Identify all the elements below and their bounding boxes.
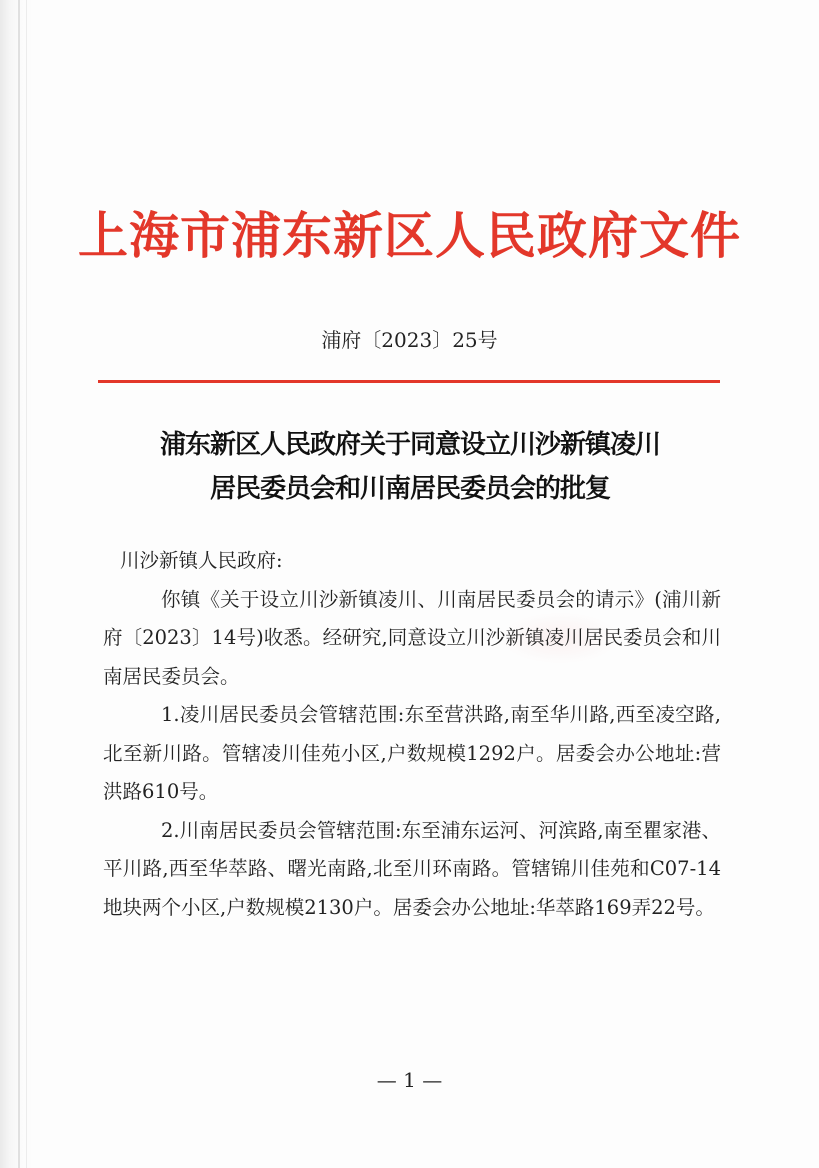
red-divider-line [98, 380, 720, 383]
document-title-line-1: 浦东新区人民政府关于同意设立川沙新镇凌川 [159, 430, 660, 460]
scan-edge-line-secondary [26, 0, 27, 1168]
scan-edge-shadow [0, 0, 34, 1168]
document-header-title: 上海市浦东新区人民政府文件 [78, 206, 741, 265]
document-title [100, 423, 720, 511]
body-paragraph: 2.川南居民委员会管辖范围:东至浦东运河、河滨路,南至瞿家港、平川路,西至华萃路、曙光南路,北至川环南路。管辖锦川佳苑和C07-14地块两个小区,户数规模2130户。居委会办公地址:华萃路169弄22号。 [103, 818, 721, 919]
body-paragraph: 1.凌川居民委员会管辖范围:东至营洪路,南至华川路,西至凌空路,北至新川路。管辖凌川佳苑小区,户数规模1292户。居委会办公地址:营洪路610号。 [103, 703, 721, 803]
scan-edge-line [18, 0, 20, 1168]
body-paragraph: 你镇《关于设立川沙新镇凌川、川南居民委员会的请示》(浦川新府〔2023〕14号)收悉。经研究,同意设立川沙新镇凌川居民委员会和川南居民委员会。 [103, 587, 721, 688]
addressee: 川沙新镇人民政府: [120, 549, 283, 572]
document-number: 浦府〔2023〕25号 [321, 328, 498, 352]
document-body [103, 542, 721, 927]
document-title-line-2: 居民委员会和川南居民委员会的批复 [209, 474, 610, 504]
page-number: — 1 — [376, 1068, 443, 1092]
